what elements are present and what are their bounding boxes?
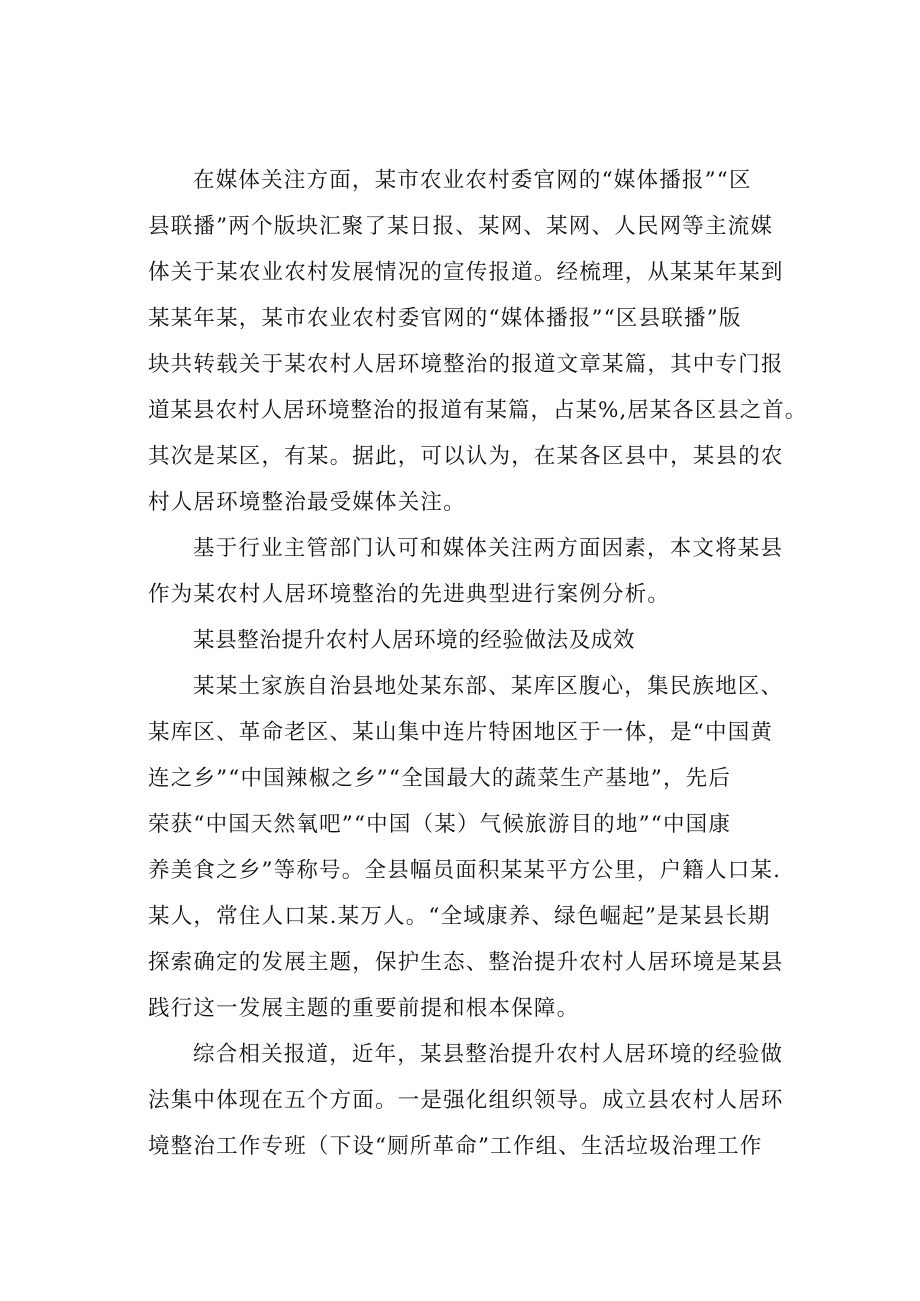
document-body	[148, 158, 812, 1170]
text-line: 法集中体现在五个方面。一是强化组织领导。成立县农村人居环	[148, 1088, 784, 1113]
paragraph-media-attention	[148, 158, 812, 526]
text-line: 探索确定的发展主题，保护生态、整治提升农村人居环境是某县	[148, 950, 784, 975]
text-line: 荣获“中国天然氧吧”“中国（某）气候旅游目的地”“中国康	[148, 812, 732, 837]
section-heading: 某县整治提升农村人居环境的经验做法及成效	[193, 628, 636, 653]
text-line: 作为某农村人居环境整治的先进典型进行案例分析。	[148, 582, 671, 607]
text-line: 连之乡”“中国辣椒之乡”“全国最大的蔬菜生产基地”，先后	[148, 766, 732, 791]
paragraph-experience-summary	[148, 1032, 812, 1170]
text-line: 境整治工作专班（下设“厕所革命”工作组、生活垃圾治理工作	[148, 1134, 763, 1159]
text-line: 基于行业主管部门认可和媒体关注两方面因素，本文将某县	[193, 536, 784, 561]
text-line: 养美食之乡”等称号。全县幅员面积某某平方公里，户籍人口某.	[148, 858, 782, 883]
text-line: 块共转载关于某农村人居环境整治的报道文章某篇，其中专门报	[148, 352, 784, 377]
text-line: 某某土家族自治县地处某东部、某库区腹心，集民族地区、	[193, 674, 784, 699]
text-line: 村人居环境整治最受媒体关注。	[148, 490, 466, 515]
text-line: 道某县农村人居环境整治的报道有某篇，占某%,居某各区县之首。	[148, 398, 808, 423]
text-line: 某某年某，某市农业农村委官网的“媒体播报”“区县联播”版	[148, 306, 742, 331]
text-line: 其次是某区，有某。据此，可以认为，在某各区县中，某县的农	[148, 444, 784, 469]
text-line: 综合相关报道，近年，某县整治提升农村人居环境的经验做	[193, 1042, 784, 1067]
text-line: 体关于某农业农村发展情况的宣传报道。经梳理，从某某年某到	[148, 260, 784, 285]
paragraph-county-overview	[148, 664, 812, 1032]
text-line: 在媒体关注方面，某市农业农村委官网的“媒体播报”“区	[193, 168, 752, 193]
text-line: 某人，常住人口某.某万人。“全域康养、绿色崛起”是某县长期	[148, 904, 771, 929]
text-line: 某库区、革命老区、某山集中连片特困地区于一体，是“中国黄	[148, 720, 774, 745]
text-line: 践行这一发展主题的重要前提和根本保障。	[148, 996, 580, 1021]
text-line: 县联播”两个版块汇聚了某日报、某网、某网、人民网等主流媒	[148, 214, 774, 239]
paragraph-case-selection	[148, 526, 812, 618]
